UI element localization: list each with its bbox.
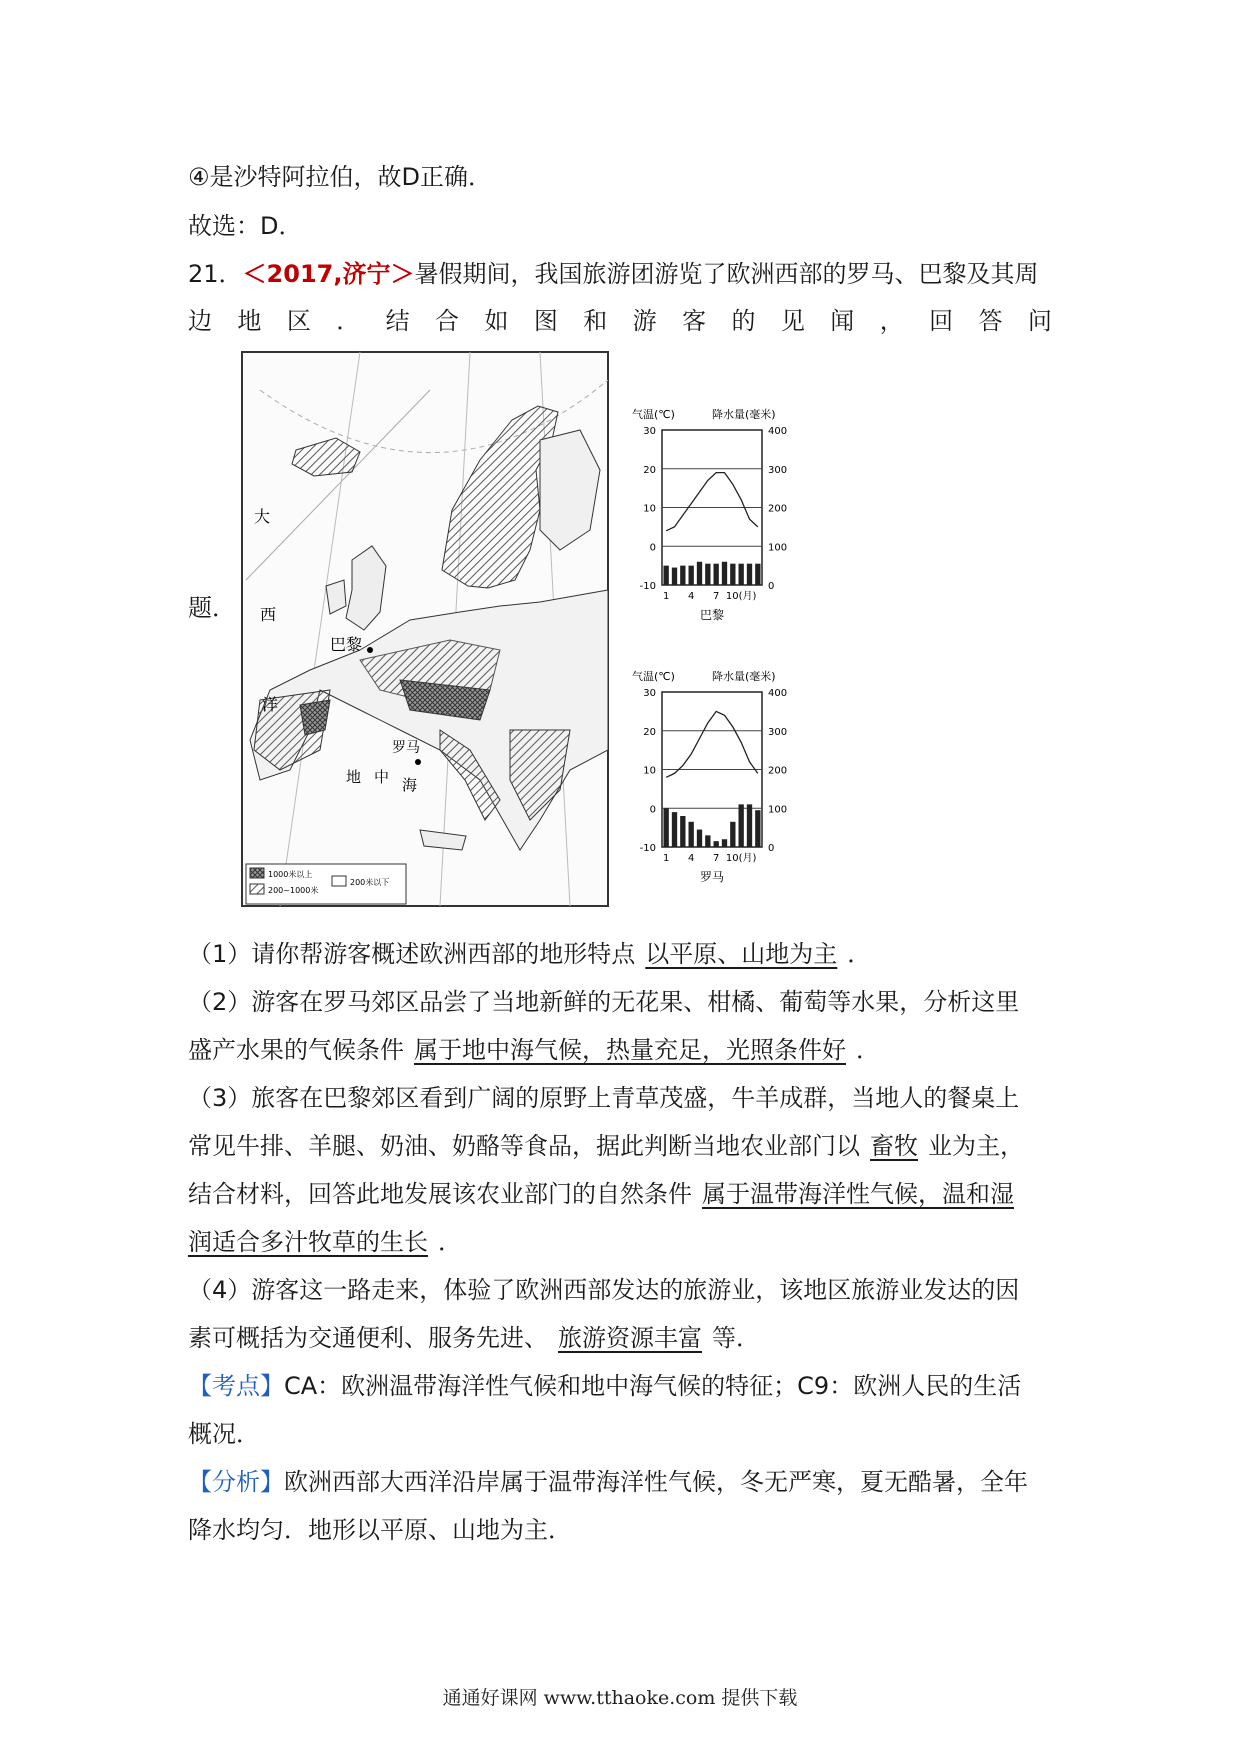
q2-line-1: （2）游客在罗马郊区品尝了当地新鲜的无花果、柑橘、葡萄等水果，分析这里: [188, 988, 1020, 1016]
precip-bar: [755, 564, 760, 585]
stem-char: 闻: [830, 307, 855, 335]
q2-answer: 属于地中海气候，热量充足，光照条件好: [414, 1036, 846, 1064]
stem-char: 图: [533, 307, 558, 335]
precip-bar: [672, 568, 677, 585]
temp-tick-label: 20: [643, 464, 656, 476]
precip-tick-label: 300: [768, 726, 788, 738]
q1: [188, 938, 1052, 970]
q3-line2-suffix: 业为主，: [928, 1132, 1024, 1160]
precip-bar: [755, 810, 760, 847]
q4-answer: 旅游资源丰富: [558, 1324, 702, 1352]
stem-char: 问: [1027, 307, 1052, 335]
precip-axis-label: 降水量(毫米): [712, 670, 776, 683]
q3-line2-prefix: 常见牛排、羊腿、奶油、奶酪等食品，据此判断当地农业部门以: [188, 1132, 860, 1160]
precip-tick-label: 200: [768, 765, 788, 777]
legend-swatch-high: [250, 868, 264, 878]
map-legend: [246, 864, 406, 904]
temp-axis-label: 气温(℃): [632, 408, 675, 421]
temp-tick-label: -10: [639, 581, 656, 592]
legend-label-low: 200米以下: [350, 878, 390, 887]
temp-tick-label: 30: [643, 426, 656, 437]
stem-char: 地: [237, 307, 262, 335]
temp-tick-label: -10: [639, 843, 656, 854]
chart-city-label: 罗马: [699, 870, 725, 884]
legend-swatch-mid: [250, 884, 264, 894]
q3-line3-prefix: 结合材料，回答此地发展该农业部门的自然条件: [188, 1180, 692, 1208]
map-label-xi: 西: [260, 605, 277, 624]
fenxi-text: 欧洲西部大西洋沿岸属于温带海洋性气候，冬无严寒，夏无酷暑，全年: [284, 1468, 1028, 1496]
month-tick-label: 7: [712, 591, 720, 602]
stem-char: ．: [336, 307, 361, 335]
stem-char: 客: [682, 307, 707, 335]
precip-bar: [747, 564, 752, 585]
precip-bar: [664, 566, 669, 585]
precip-tick-label: 0: [768, 843, 775, 854]
q1-answer: 以平原、山地为主: [645, 940, 838, 968]
precip-bar: [680, 816, 685, 847]
q3-line-4: [188, 1226, 1052, 1258]
month-tick-label: 4: [687, 853, 695, 864]
q1-suffix: ．: [847, 940, 872, 968]
q2-line-2: [188, 1034, 1052, 1066]
prev-answer-line-1: ④是沙特阿拉伯，故D正确．: [188, 163, 492, 191]
stem-char: 区: [286, 307, 311, 335]
stem-char: 边: [188, 307, 212, 335]
q3-answer-2a: 属于温带海洋性气候，温和湿: [702, 1180, 1014, 1208]
q3-suffix: ．: [438, 1228, 462, 1256]
stem-char: ，: [879, 307, 904, 335]
temp-tick-label: 10: [643, 765, 656, 777]
precip-bar: [739, 564, 744, 585]
q4-line-2: [188, 1322, 1052, 1354]
precip-bar: [714, 564, 719, 585]
chart-city-label: 巴黎: [699, 608, 725, 622]
precip-bar: [747, 804, 752, 847]
question-stem-1: 暑假期间，我国旅游团游览了欧洲西部的罗马、巴黎及其周: [414, 260, 1039, 288]
kaodian-text: CA：欧洲温带海洋性气候和地中海气候的特征；C9：欧洲人民的生活: [284, 1372, 1022, 1400]
precip-bar: [714, 841, 719, 847]
prev-answer-line-2: 故选：D．: [188, 212, 303, 240]
question-stem-2: [188, 305, 1052, 337]
question-21-stem: [188, 258, 1052, 290]
precip-tick-label: 100: [768, 542, 788, 554]
stem-char: 如: [484, 307, 509, 335]
precip-bar: [680, 566, 685, 585]
q2-prefix: 盛产水果的气候条件: [188, 1036, 404, 1064]
precip-tick-label: 200: [768, 503, 788, 515]
pyrenees: [300, 700, 330, 735]
stem-char: 和: [583, 307, 608, 335]
q3-answer-2b: 润适合多汁牧草的生长: [188, 1228, 428, 1256]
europe-figure: [240, 350, 800, 928]
q3-line-2: [188, 1130, 1052, 1162]
temp-tick-label: 10: [643, 503, 656, 515]
rome-marker: [415, 759, 421, 765]
figure-svg: [240, 350, 800, 928]
q4-suffix: 等．: [712, 1324, 760, 1352]
precip-bar: [730, 822, 735, 847]
fenxi-line-1: [188, 1466, 1052, 1498]
month-tick-label: 1: [662, 853, 670, 864]
legend-label-mid: 200~1000米: [268, 886, 319, 895]
legend-label-high: 1000米以上: [268, 870, 313, 879]
paris-marker: [367, 647, 373, 653]
precip-bar: [697, 830, 702, 847]
map-label-yang: 洋: [262, 695, 279, 714]
precip-tick-label: 0: [768, 581, 775, 592]
month-tick-label: 10(月): [725, 591, 757, 602]
stem-char: 见: [780, 307, 805, 335]
temp-tick-label: 20: [643, 726, 656, 738]
stem-char: 结: [385, 307, 410, 335]
precip-axis-label: 降水量(毫米): [712, 408, 776, 421]
temp-tick-label: 0: [649, 804, 656, 816]
fenxi-tag: 【分析】: [188, 1468, 284, 1496]
map-label-da: 大: [254, 507, 271, 526]
map-label-rome: 罗马: [392, 740, 420, 756]
precip-bar: [730, 564, 735, 585]
q3-line-3: [188, 1178, 1052, 1210]
stem-char: 游: [632, 307, 657, 335]
kaodian-tag: 【考点】: [188, 1372, 284, 1400]
precip-bar: [722, 562, 727, 585]
question-number: 21．: [188, 260, 243, 288]
precip-tick-label: 100: [768, 804, 788, 816]
precip-bar: [672, 812, 677, 847]
precip-bar: [705, 835, 710, 847]
map-label-di: 地: [346, 768, 362, 786]
map-label-zhong: 中: [374, 768, 390, 786]
kaodian-line-2: 概况．: [188, 1420, 260, 1448]
temp-axis-label: 气温(℃): [632, 670, 675, 683]
temperature-line: [666, 711, 758, 777]
month-tick-label: 1: [662, 591, 670, 602]
map-label-paris: 巴黎: [330, 635, 363, 654]
month-tick-label: 4: [687, 591, 695, 602]
precip-bar: [664, 808, 669, 847]
temperature-line: [666, 473, 758, 531]
precip-tick-label: 300: [768, 464, 788, 476]
q1-prefix: （1）请你帮游客概述欧洲西部的地形特点: [188, 940, 636, 968]
kaodian-line-1: [188, 1370, 1052, 1402]
precip-tick-label: 400: [768, 688, 788, 699]
fenxi-line-2: 降水均匀．地形以平原、山地为主．: [188, 1516, 572, 1544]
temp-tick-label: 30: [643, 688, 656, 699]
question-source: ＜2017,济宁＞: [242, 260, 415, 288]
month-tick-label: 10(月): [725, 853, 757, 864]
temp-tick-label: 0: [649, 542, 656, 554]
climate-chart-rome: [632, 669, 787, 884]
precip-bar: [722, 839, 727, 847]
q2-suffix: ．: [856, 1036, 880, 1064]
question-stem-3: 题．: [188, 594, 236, 622]
map-label-hai: 海: [402, 776, 418, 794]
q4-prefix: 素可概括为交通便利、服务先进、: [188, 1324, 548, 1352]
stem-char: 答: [978, 307, 1003, 335]
climate-chart-paris: [632, 407, 787, 622]
precip-bar: [689, 822, 694, 847]
q4-line-1: （4）游客这一路走来，体验了欧洲西部发达的旅游业，该地区旅游业发达的因: [188, 1276, 1020, 1304]
q3-answer-1: 畜牧: [870, 1132, 918, 1160]
precip-bar: [705, 564, 710, 585]
stem-char: 回: [929, 307, 954, 335]
q3-line-1: （3）旅客在巴黎郊区看到广阔的原野上青草茂盛，牛羊成群，当地人的餐桌上: [188, 1084, 1020, 1112]
month-tick-label: 7: [712, 853, 720, 864]
precip-bar: [697, 562, 702, 585]
europe-map: [242, 352, 608, 906]
precip-tick-label: 400: [768, 426, 788, 437]
legend-swatch-low: [332, 876, 346, 886]
precip-bar: [739, 804, 744, 847]
stem-char: 的: [731, 307, 756, 335]
precip-bar: [689, 566, 694, 585]
stem-char: 合: [435, 307, 460, 335]
page-footer: 通通好课网 www.tthaoke.com 提供下载: [442, 1687, 798, 1709]
